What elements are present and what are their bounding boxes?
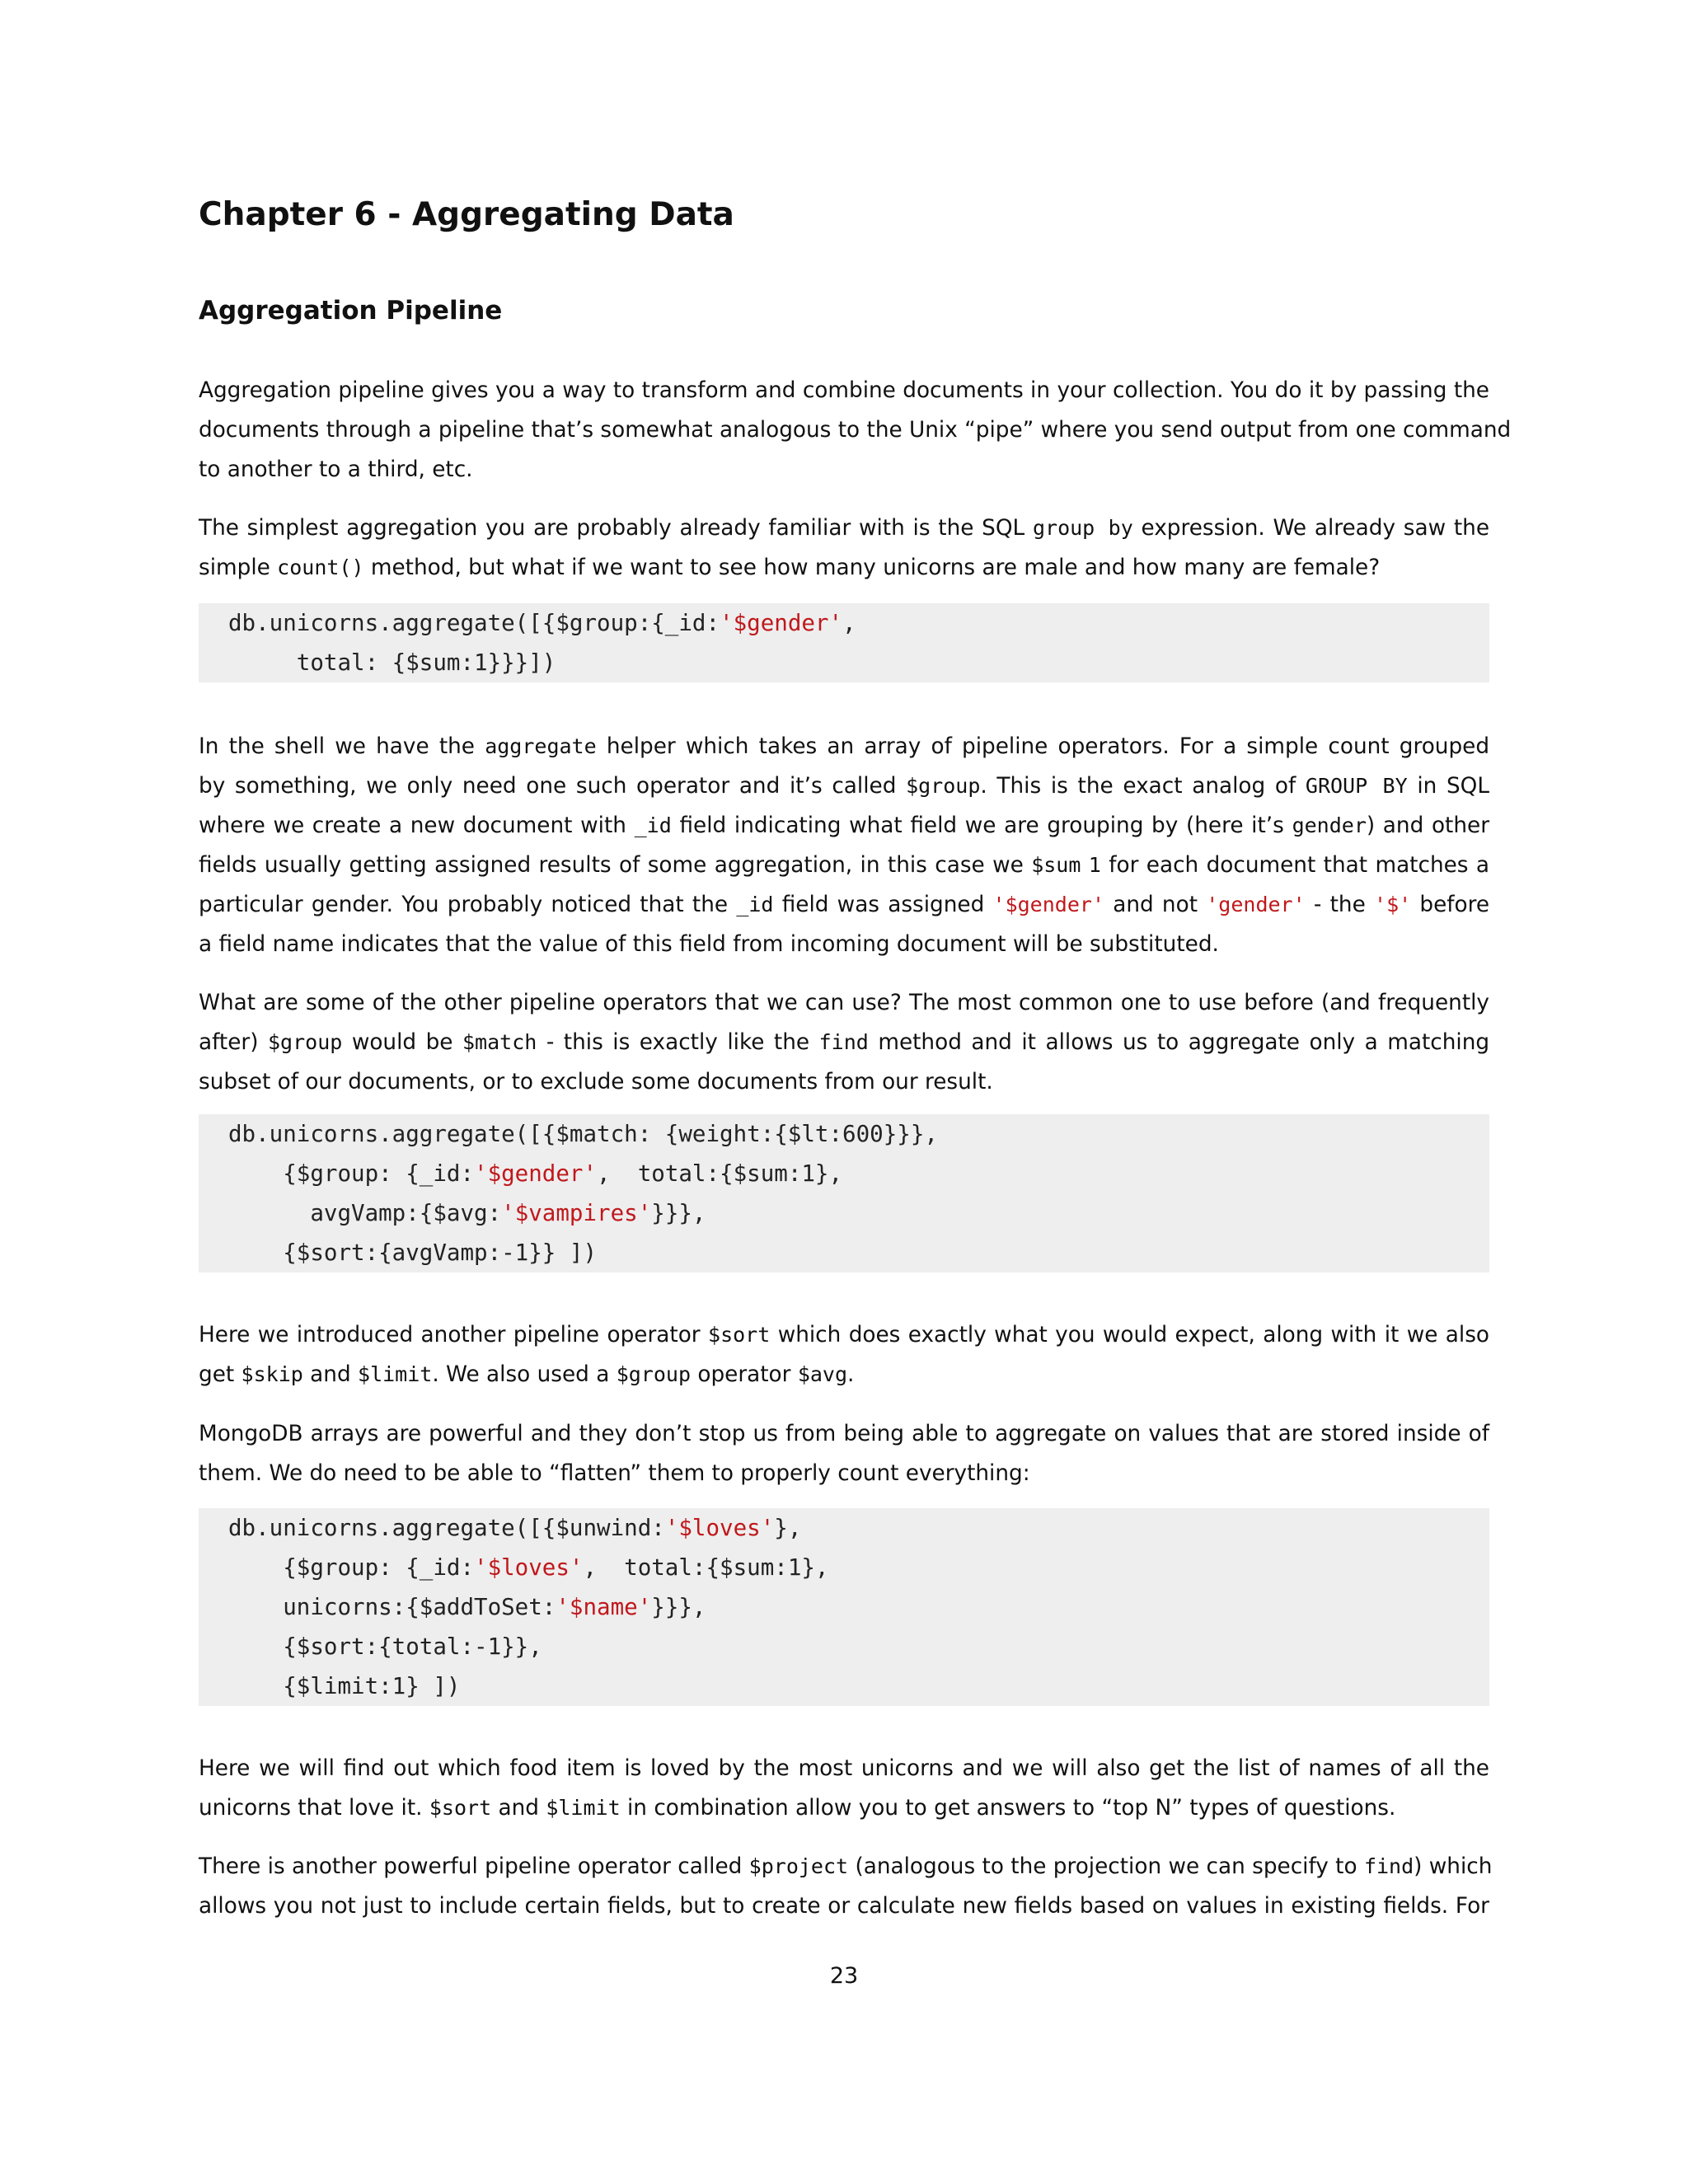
paragraph-aggregate-helper: In the shell we have the aggregate helper which takes an array of pipeline operators. For a simple count grouped by something, we only need one such operator and it’s called $group. This is the exact analog of GROUP BY in SQL where we create a new document with _id field indicating what field we are grouping by (here it’s gender) and other fields usually getting assigned results of some aggregation, in this case we $sum 1 for each document that matches a particular gender. You probably noticed that the _id field was assigned '$gender' and not 'gender' - the '$' before a field name indicates that the value of this field from incoming document will be substituted. (199, 734, 1490, 957)
paragraph-match: What are some of the other pipeline operators that we can use? The most common one to use before (and frequently after) $group would be $match - this is exactly like the find method and it allows us to aggregate only a matching subset of our documents, or to exclude some documents from our result. (199, 991, 1490, 1094)
paragraph-top-n: Here we will find out which food item is loved by the most unicorns and we will also get the list of names of all the unicorns that love it. $sort and $limit in combination allow you to get answers to “top N” types of questions. (199, 1756, 1489, 1821)
paragraph-arrays: MongoDB arrays are powerful and they don’t stop us from being able to aggregate on values that are stored inside of them. We do need to be able to “flatten” them to properly count everything: (199, 1422, 1489, 1486)
code-block-unwind: db.unicorns.aggregate([{$unwind:'$loves'}, {$group: {_id:'$loves', total:{$sum:1}, unicorns:{$addToSet:'$name'}}}, {$sort:{total:-1}}, {$limit:1} ]) (199, 1508, 1489, 1706)
paragraph-intro: Aggregation pipeline gives you a way to transform and combine documents in your collection. You do it by passing the documents through a pipeline that’s somewhat analogous to the Unix “pipe” where you send output from one command to another to a third, etc. (199, 378, 1512, 482)
section-title: Aggregation Pipeline (199, 296, 503, 326)
paragraph-sort: Here we introduced another pipeline operator $sort which does exactly what you would expect, along with it we also get $skip and $limit. We also used a $group operator $avg. (199, 1323, 1490, 1387)
chapter-title: Chapter 6 - Aggregating Data (199, 196, 734, 233)
page-number: 23 (829, 1963, 859, 1989)
paragraph-group-by: The simplest aggregation you are probably already familiar with is the SQL group by expression. We already saw the simple count() method, but what if we want to see how many unicorns are male and how many are female? (199, 516, 1490, 580)
code-block-group: db.unicorns.aggregate([{$group:{_id:'$gender', total: {$sum:1}}}]) (199, 603, 1489, 682)
code-block-match: db.unicorns.aggregate([{$match: {weight:{$lt:600}}}, {$group: {_id:'$gender', total:{$sum:1}, avgVamp:{$avg:'$vampires'}}}, {$sort:{avgVamp:-1}} ]) (199, 1114, 1489, 1272)
paragraph-project: There is another powerful pipeline operator called $project (analogous to the projection we can specify to find) which allows you not just to include certain fields, but to create or calculate new fields based on values in existing fields. For (199, 1854, 1493, 1919)
